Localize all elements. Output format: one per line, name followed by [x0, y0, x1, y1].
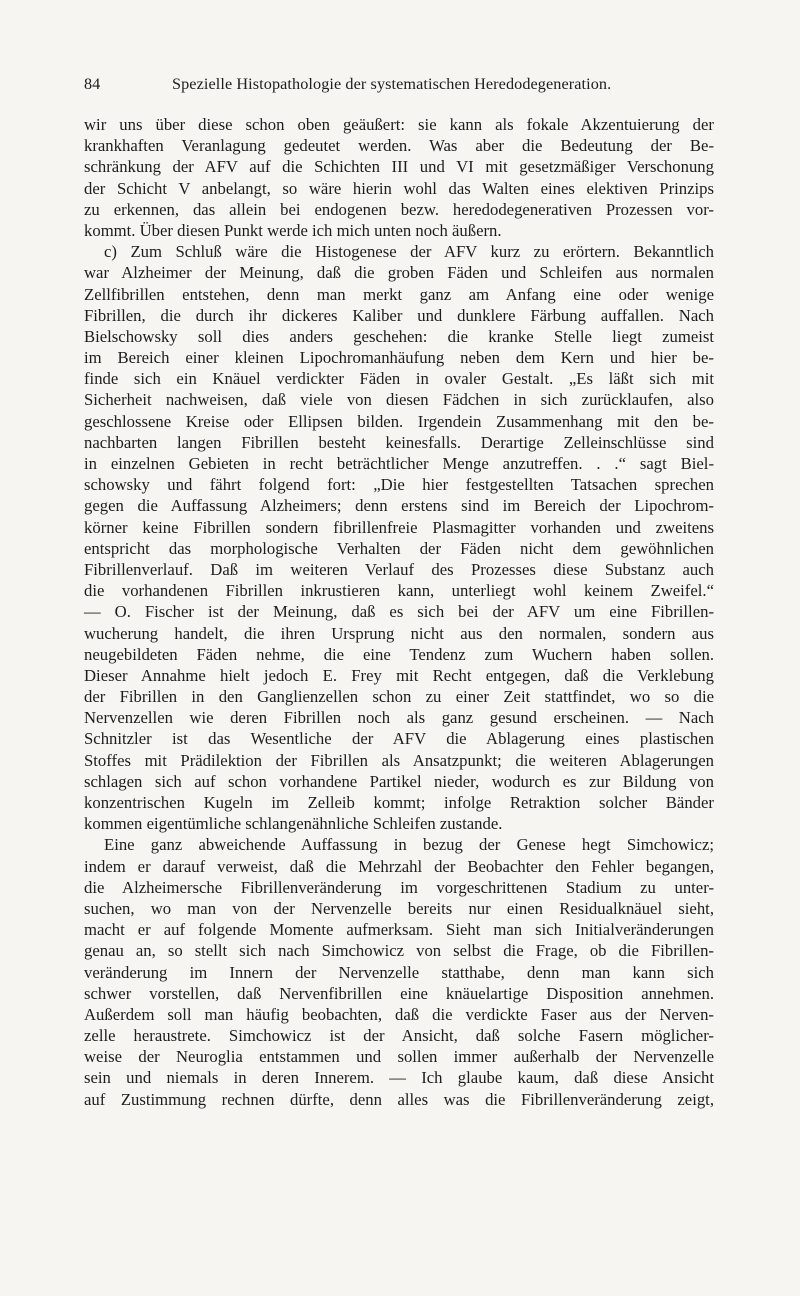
text-line: in einzelnen Gebieten in recht beträchtlicher Menge anzutreffen. . .“ sagt Biel-	[84, 454, 714, 473]
text-line: nachbarten langen Fibrillen besteht keinesfalls. Derartige Zelleinschlüsse sind	[84, 432, 714, 452]
text-line: Stoffes mit Prädilektion der Fibrillen als Ansatzpunkt; die weiteren Ablagerungen	[84, 750, 714, 770]
text-line: schränkung der AFV auf die Schichten III und VI mit gesetzmäßiger Verschonung	[84, 157, 714, 177]
text-line: Eine ganz abweichende Auffassung in bezug der Genese hegt Simchowicz;	[104, 835, 714, 855]
text-line: Nervenzellen wie deren Fibrillen noch als ganz gesund erscheinen. — Nach	[84, 708, 714, 728]
text-line: der Fibrillen in den Ganglienzellen schon zu einer Zeit stattfindet, wo so die	[84, 687, 714, 707]
text-line: körner keine Fibrillen sondern fibrillenfreie Plasmagitter vorhanden und zweitens	[84, 517, 714, 537]
text-line: im Bereich einer kleinen Lipochromanhäufung neben dem Kern und hier be-	[84, 348, 714, 368]
body-text	[84, 114, 714, 1110]
text-line: wir uns über diese schon oben geäußert: sie kann als fokale Akzentuierung der	[84, 115, 714, 134]
text-line: Zellfibrillen entstehen, denn man merkt ganz am Anfang eine oder wenige	[84, 284, 714, 304]
text-line: macht er auf folgende Momente aufmerksam. Sieht man sich Initialveränderungen	[84, 920, 714, 940]
text-line: schwer vorstellen, daß Nervenfibrillen eine knäuelartige Disposition annehmen.	[84, 983, 714, 1003]
text-line: gegen die Auffassung Alzheimers; denn erstens sind im Bereich der Lipochrom-	[84, 496, 714, 516]
text-line: suchen, wo man von der Nervenzelle bereits nur einen Residualknäuel sieht,	[84, 898, 714, 918]
text-line: Fibrillenverlauf. Daß im weiteren Verlauf des Prozesses diese Substanz auch	[84, 559, 714, 579]
text-line: auf Zustimmung rechnen dürfte, denn alles was die Fibrillenveränderung zeigt,	[84, 1089, 714, 1109]
text-line: Dieser Annahme hielt jedoch E. Frey mit Recht entgegen, daß die Verklebung	[84, 665, 714, 685]
text-line: zu erkennen, das allein bei endogenen bezw. heredodegenerativen Prozessen vor-	[84, 199, 714, 219]
text-line: Außerdem soll man häufig beobachten, daß die verdickte Faser aus der Nerven-	[84, 1004, 714, 1024]
text-line: finde sich ein Knäuel verdickter Fäden in ovaler Gestalt. „Es läßt sich mit	[84, 369, 714, 389]
text-line: schlagen sich auf schon vorhandene Partikel nieder, wodurch es zur Bildung von	[84, 771, 714, 791]
running-title: Spezielle Histopathologie der systematischen Heredodegeneration.	[172, 75, 612, 93]
text-line: die vorhandenen Fibrillen inkrustieren kann, unterliegt wohl keinem Zweifel.“	[84, 581, 714, 601]
text-line: konzentrischen Kugeln im Zelleib kommt; infolge Retraktion solcher Bänder	[84, 793, 714, 812]
text-line: entspricht das morphologische Verhalten der Fäden nicht dem gewöhnlichen	[84, 538, 714, 558]
text-line: schowsky und fährt folgend fort: „Die hier festgestellten Tatsachen sprechen	[84, 475, 714, 495]
text-line: Fibrillen, die durch ihr dickeres Kaliber und dunklere Färbung auffallen. Nach	[84, 305, 714, 325]
text-line: sein und niemals in deren Innerem. — Ich glaube kaum, daß diese Ansicht	[84, 1068, 714, 1088]
text-line: wucherung handelt, die ihren Ursprung nicht aus den normalen, sondern aus	[84, 623, 714, 643]
text-line: Schnitzler ist das Wesentliche der AFV die Ablagerung eines plastischen	[84, 729, 714, 749]
text-line: weise der Neuroglia entstammen und sollen immer außerhalb der Nervenzelle	[84, 1047, 714, 1067]
text-line: c) Zum Schluß wäre die Histogenese der AFV kurz zu erörtern. Bekanntlich	[104, 242, 714, 262]
text-line: zelle heraustrete. Simchowicz ist der Ansicht, daß solche Fasern möglicher-	[84, 1026, 714, 1046]
text-line: — O. Fischer ist der Meinung, daß es sich bei der AFV um eine Fibrillen-	[84, 602, 714, 622]
text-line: krankhaften Veranlagung gedeutet werden. Was aber die Bedeutung der Be-	[84, 136, 714, 156]
text-line: Bielschowsky soll dies anders geschehen: die kranke Stelle liegt zumeist	[84, 326, 714, 346]
text-line: veränderung im Innern der Nervenzelle statthabe, denn man kann sich	[84, 962, 714, 982]
text-line: Sicherheit nachweisen, daß viele von diesen Fädchen in sich zurücklaufen, also	[84, 390, 714, 410]
text-line: kommen eigentümliche schlangenähnliche Schleifen zustande.	[84, 814, 503, 834]
text-line: indem er darauf verweist, daß die Mehrzahl der Beobachter den Fehler begangen,	[84, 856, 714, 876]
text-line: genau an, so stellt sich nach Simchowicz von selbst die Frage, ob die Fibrillen-	[84, 941, 714, 961]
text-line: kommt. Über diesen Punkt werde ich mich unten noch äußern.	[84, 220, 502, 240]
page-number: 84	[84, 75, 101, 93]
text-line: geschlossene Kreise oder Ellipsen bilden. Irgendein Zusammenhang mit den be-	[84, 411, 714, 431]
text-line: war Alzheimer der Meinung, daß die groben Fäden und Schleifen aus normalen	[84, 263, 714, 283]
text-line: neugebildeten Fäden nehme, die eine Tendenz zum Wuchern haben sollen.	[84, 644, 714, 664]
text-line: die Alzheimersche Fibrillenveränderung im vorgeschrittenen Stadium zu unter-	[84, 877, 714, 897]
text-line: der Schicht V anbelangt, so wäre hierin wohl das Walten eines elektiven Prinzips	[84, 178, 714, 198]
